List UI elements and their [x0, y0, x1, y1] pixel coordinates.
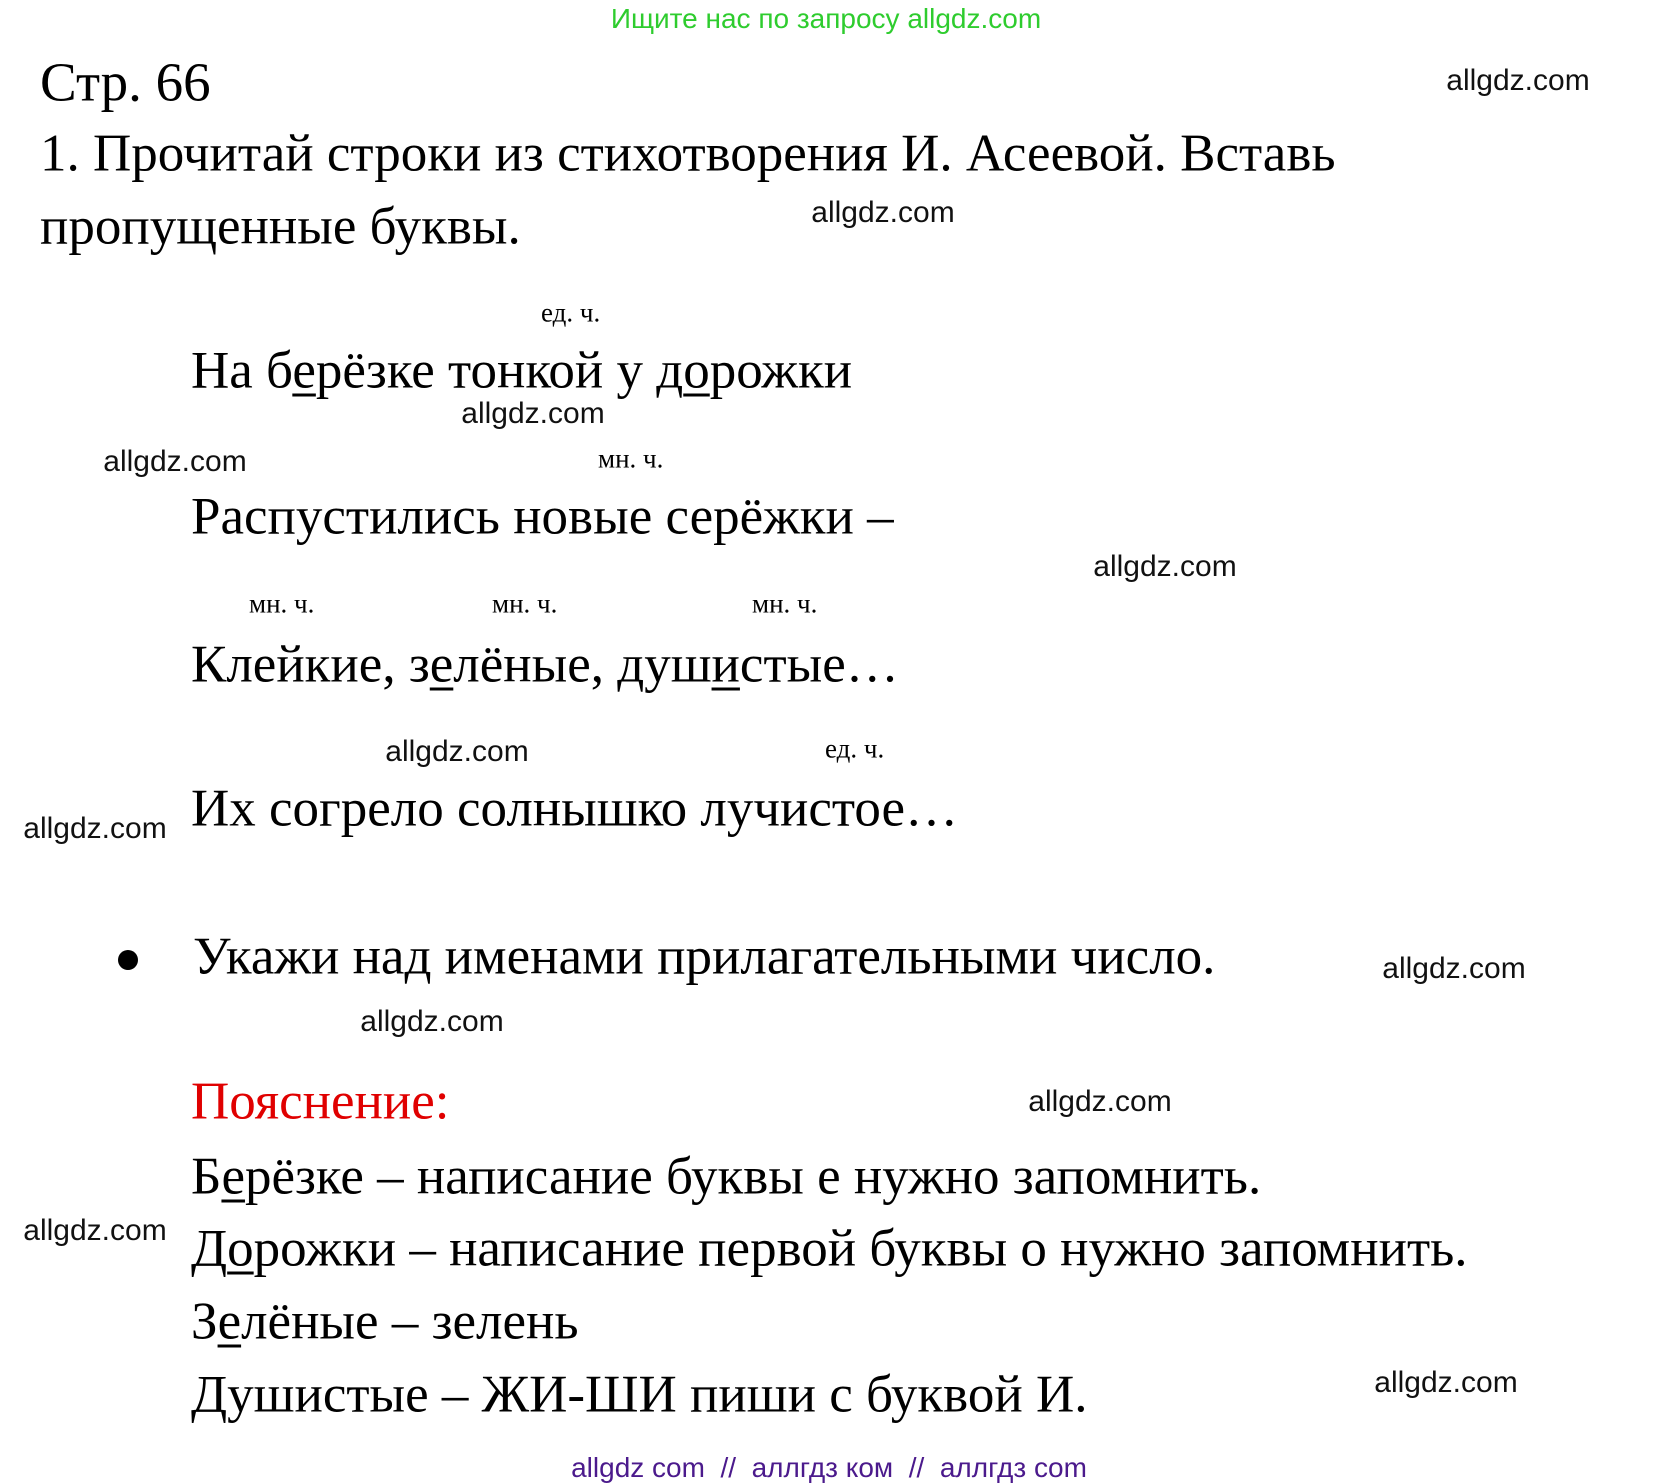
watermark: allgdz.com [103, 445, 247, 478]
explanation-line-3 [191, 1292, 579, 1351]
text-segment: З [191, 1292, 218, 1351]
watermark: allgdz.com [1374, 1366, 1518, 1399]
inserted-letter: е [221, 1147, 245, 1206]
text-segment: лёные, душ [453, 635, 712, 694]
watermark: allgdz.com [23, 812, 167, 845]
text-segment: лёные – зелень [241, 1292, 579, 1351]
watermark: allgdz.com [811, 196, 955, 229]
watermark: allgdz.com [385, 735, 529, 768]
inserted-letter: е [429, 635, 454, 694]
task-line-2: пропущенные буквы. [40, 197, 521, 256]
bullet-task: Укажи над именами прилагательными число. [193, 927, 1216, 986]
inserted-letter: е [292, 341, 316, 400]
number-annotation: ед. ч. [541, 297, 601, 328]
poem-line-2: Распустились новые серёжки – [191, 487, 894, 546]
watermark: allgdz.com [1446, 64, 1590, 97]
watermark: allgdz.com [1382, 952, 1526, 985]
bullet-icon [118, 950, 138, 970]
text-segment: рёзке – написание буквы е нужно запомнить. [244, 1147, 1262, 1206]
number-annotation: ед. ч. [825, 733, 885, 764]
page-label: Стр. 66 [40, 51, 211, 113]
explanation-title: Пояснение: [191, 1072, 450, 1131]
watermark: allgdz.com [360, 1005, 504, 1038]
poem-line-1 [191, 341, 853, 400]
text-segment: Д [191, 1219, 228, 1278]
watermark: allgdz.com [1028, 1085, 1172, 1118]
text-segment: рожки – написание первой буквы о нужно запомнить. [253, 1219, 1468, 1278]
task-line-1: 1. Прочитай строки из стихотворения И. Асеевой. Вставь [40, 124, 1336, 183]
text-segment: стые… [739, 635, 899, 694]
explanation-line-1 [191, 1147, 1262, 1206]
footer-links: allgdz com // аллгдз ком // аллгдз com [571, 1452, 1087, 1483]
text-segment: Б [191, 1147, 222, 1206]
watermark: allgdz.com [23, 1214, 167, 1247]
search-promo: Ищите нас по запросу allgdz.com [610, 3, 1042, 34]
text-segment: рёзке тонкой у д [315, 341, 684, 400]
number-annotation: мн. ч. [598, 443, 664, 474]
poem-line-4: Их согрело солнышко лучистое… [191, 779, 958, 838]
text-segment: Клейкие, з [191, 635, 430, 694]
inserted-letter: о [227, 1219, 254, 1278]
inserted-letter: о [683, 341, 710, 400]
explanation-line-4: Душистые – ЖИ-ШИ пиши с буквой И. [191, 1365, 1088, 1424]
watermark: allgdz.com [1093, 550, 1237, 583]
number-annotation: мн. ч. [752, 588, 818, 619]
text-segment: рожки [709, 341, 853, 400]
inserted-letter: е [217, 1292, 242, 1351]
explanation-line-2 [191, 1219, 1468, 1278]
text-segment: На б [191, 341, 293, 400]
number-annotation: мн. ч. [492, 588, 558, 619]
poem-line-3 [191, 635, 899, 694]
inserted-letter: и [711, 635, 740, 694]
number-annotation: мн. ч. [249, 588, 315, 619]
watermark: allgdz.com [461, 397, 605, 430]
